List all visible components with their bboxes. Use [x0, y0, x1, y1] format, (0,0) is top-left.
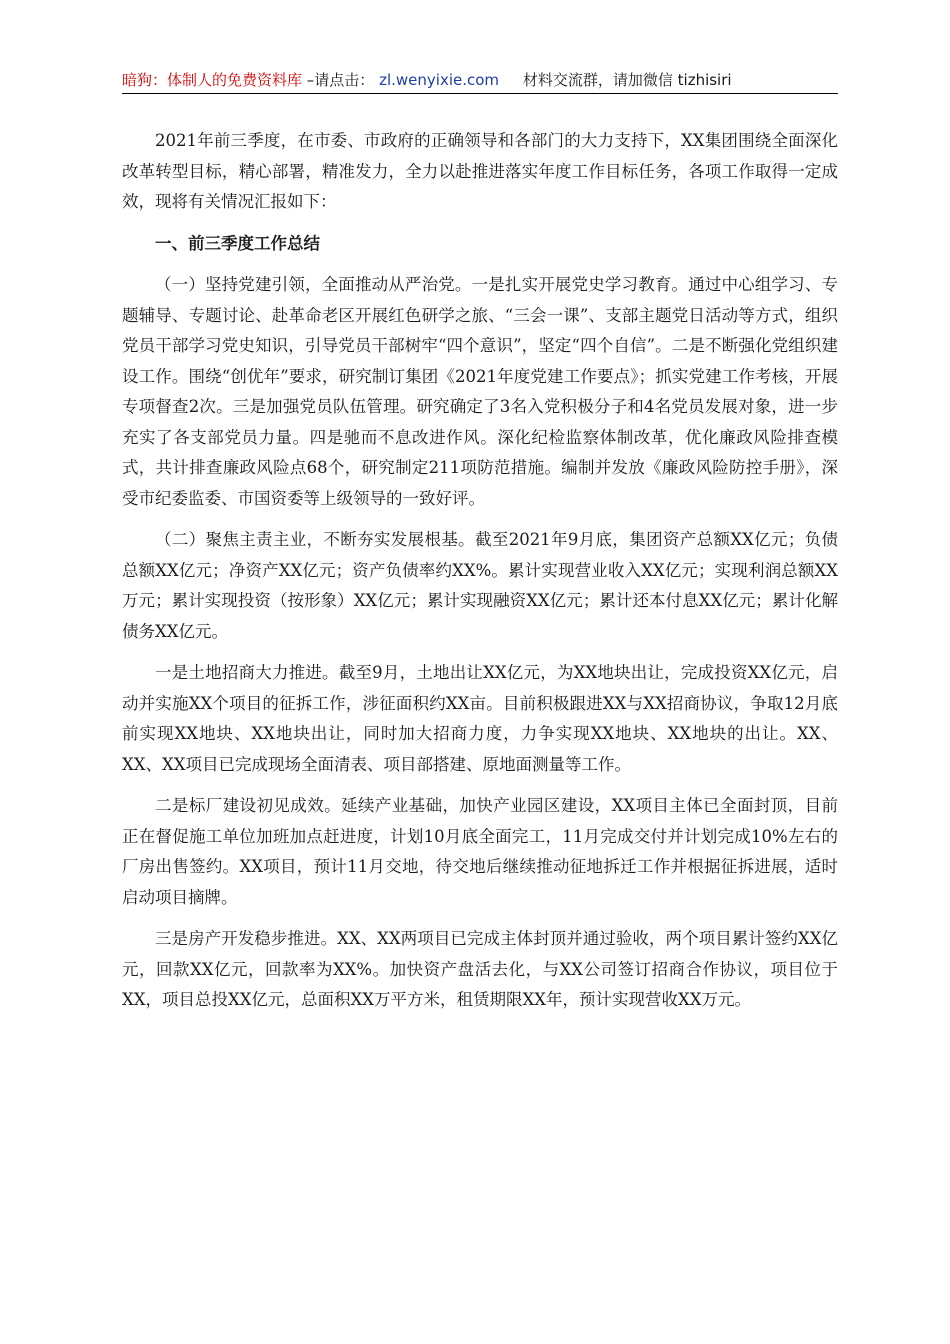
- intro-paragraph: 2021年前三季度，在市委、市政府的正确领导和各部门的大力支持下，XX集团围绕全面深化改革转型目标，精心部署，精准发力，全力以赴推进落实年度工作目标任务，各项工作取得一定成效，现将有关情况汇报如下：: [122, 131, 838, 211]
- page-header: [122, 70, 838, 90]
- header-divider: [122, 93, 838, 94]
- header-contact: 材料交流群，请加微信 tizhisiri: [522, 71, 732, 89]
- header-brand: 暗狗：体制人的免费资料库: [122, 71, 303, 89]
- paragraph-land: 一是土地招商大力推进。截至9月，土地出让XX亿元，为XX地块出让，完成投资XX亿元，启动并实施XX个项目的征拆工作，涉征面积约XX亩。目前积极跟进XX与XX招商协议，争取12月底前实现XX地块、XX地块出让，同时加大招商力度，力争实现XX地块、XX地块的出让。XX、XX、XX项目已完成现场全面清表、项目部搭建、原地面测量等工作。: [122, 663, 838, 774]
- paragraph-main-business: （二）聚焦主责主业，不断夯实发展根基。截至2021年9月底，集团资产总额XX亿元；负债总额XX亿元；净资产XX亿元；资产负债率约XX%。累计实现营业收入XX亿元；实现利润总额XX万元；累计实现投资（按形象）XX亿元；累计实现融资XX亿元；累计还本付息XX亿元；累计化解债务XX亿元。: [122, 530, 838, 641]
- paragraph-factory: 二是标厂建设初见成效。延续产业基础，加快产业园区建设，XX项目主体已全面封顶，目前正在督促施工单位加班加点赶进度，计划10月底全面完工，11月完成交付并计划完成10%左右的厂房出售签约。XX项目，预计11月交地，待交地后继续推动征地拆迁工作并根据征拆进展，适时启动项目摘牌。: [122, 796, 838, 907]
- header-link-prefix: –请点击：: [306, 71, 375, 89]
- section-heading: 一、前三季度工作总结: [155, 233, 320, 253]
- paragraph-real-estate: 三是房产开发稳步推进。XX、XX两项目已完成主体封顶并通过验收，两个项目累计签约XX亿元，回款XX亿元，回款率为XX%。加快资产盘活去化，与XX公司签订招商合作协议，项目位于XX，项目总投XX亿元，总面积XX万平方米，租赁期限XX年，预计实现营收XX万元。: [122, 929, 838, 1009]
- header-url-link[interactable]: zl.wenyixie.com: [379, 71, 500, 89]
- document-body: [122, 126, 838, 1027]
- paragraph-party-building: （一）坚持党建引领，全面推动从严治党。一是扎实开展党史学习教育。通过中心组学习、专题辅导、专题讨论、赴革命老区开展红色研学之旅、“三会一课”、支部主题党日活动等方式，组织党员干部学习党史知识，引导党员干部树牢“四个意识”，坚定“四个自信”。二是不断强化党组织建设工作。围绕“创优年”要求，研究制订集团《2021年度党建工作要点》；抓实党建工作考核，开展专项督查2次。三是加强党员队伍管理。研究确定了3名入党积极分子和4名党员发展对象，进一步充实了各支部党员力量。四是驰而不息改进作风。深化纪检监察体制改革，优化廉政风险排查模式，共计排查廉政风险点68个，研究制定211项防范措施。编制并发放《廉政风险防控手册》，深受市纪委监委、市国资委等上级领导的一致好评。: [122, 275, 838, 508]
